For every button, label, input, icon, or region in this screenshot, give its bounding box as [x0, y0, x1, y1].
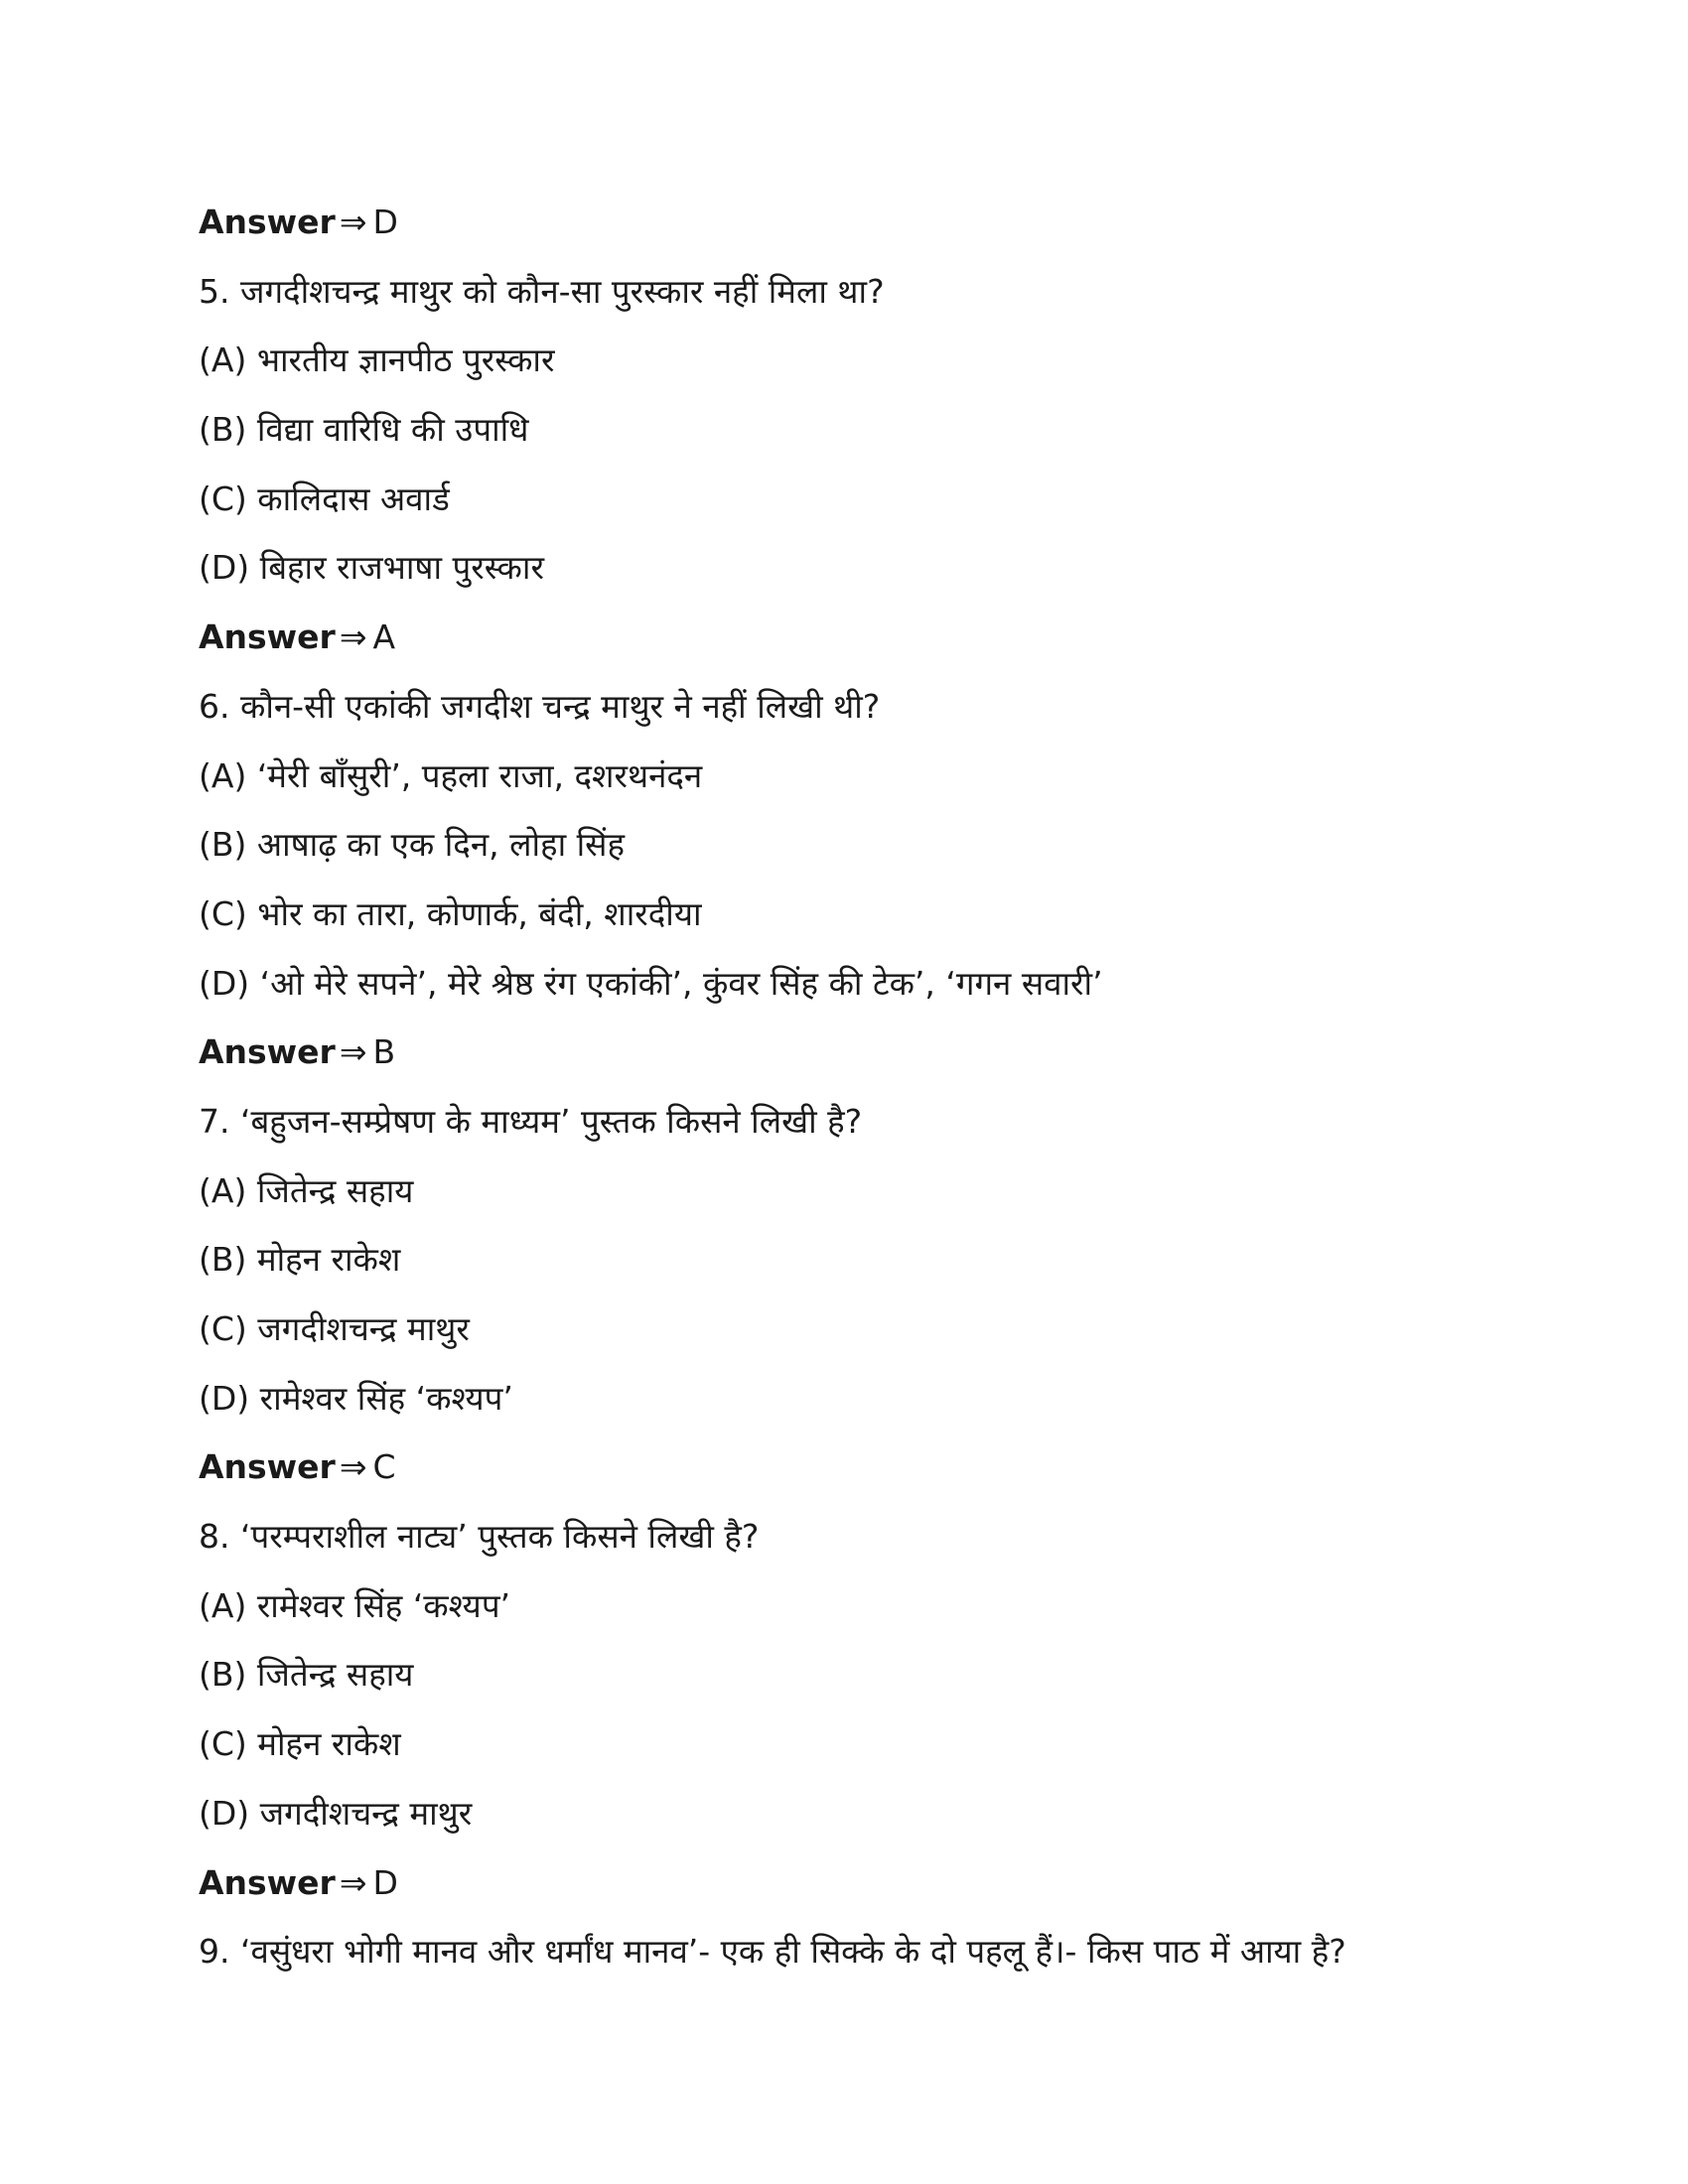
- option-b: (B) विद्या वारिधि की उपाधि: [199, 410, 529, 450]
- option-c: (C) मोहन राकेश: [199, 1724, 401, 1764]
- answer-label: Answer: [199, 1032, 336, 1072]
- option-a: (A) रामेश्वर सिंह ‘कश्यप’: [199, 1585, 511, 1625]
- option-a: (A) जितेन्द्र सहाय: [199, 1170, 414, 1210]
- answer-value: B: [372, 1032, 396, 1072]
- option-a: (A) ‘मेरी बाँसुरी’, पहला राजा, दशरथनंदन: [199, 755, 703, 795]
- answer-line: [199, 610, 1529, 679]
- question-7: 7. ‘बहुजन-सम्प्रेषण के माध्यम’ पुस्तक किसने लिखी है?: [199, 1101, 863, 1141]
- option-d: (D) ‘ओ मेरे सपने’, मेरे श्रेष्ठ रंग एकांकी’, कुंवर सिंह की टेक’, ‘गगन सवारी’: [199, 963, 1103, 1003]
- option-c: (C) कालिदास अवार्ड: [199, 478, 450, 518]
- question-5: 5. जगदीशचन्द्र माथुर को कौन-सा पुरस्कार नहीं मिला था?: [199, 271, 885, 311]
- question-8: 8. ‘परम्पराशील नाट्य’ पुस्तक किसने लिखी है?: [199, 1517, 760, 1557]
- answer-arrow: ⇒: [339, 1447, 367, 1487]
- answer-label: Answer: [199, 1447, 336, 1487]
- answer-arrow: ⇒: [339, 617, 367, 657]
- answer-arrow: ⇒: [339, 1032, 367, 1072]
- answer-value: C: [372, 1447, 396, 1487]
- answer-value: A: [372, 617, 396, 657]
- option-c: (C) जगदीशचन्द्र माथुर: [199, 1309, 470, 1348]
- option-d: (D) जगदीशचन्द्र माथुर: [199, 1793, 473, 1833]
- answer-line: [199, 1855, 1529, 1925]
- option-d: (D) रामेश्वर सिंह ‘कश्यप’: [199, 1378, 513, 1418]
- answer-label: Answer: [199, 1862, 336, 1902]
- answer-arrow: ⇒: [339, 1862, 367, 1902]
- answer-label: Answer: [199, 617, 336, 657]
- answer-line: [199, 1439, 1529, 1509]
- document-page: [199, 195, 1529, 1993]
- question-6: 6. कौन-सी एकांकी जगदीश चन्द्र माथुर ने नहीं लिखी थी?: [199, 686, 881, 726]
- option-b: (B) आषाढ़ का एक दिन, लोहा सिंह: [199, 825, 625, 865]
- option-b: (B) मोहन राकेश: [199, 1240, 401, 1280]
- answer-arrow: ⇒: [339, 203, 367, 241]
- option-a: (A) भारतीय ज्ञानपीठ पुरस्कार: [199, 341, 555, 380]
- option-c: (C) भोर का तारा, कोणार्क, बंदी, शारदीया: [199, 893, 702, 933]
- option-b: (B) जितेन्द्र सहाय: [199, 1655, 414, 1695]
- answer-value: D: [372, 203, 398, 241]
- question-9: 9. ‘वसुंधरा भोगी मानव और धर्मांध मानव’- एक ही सिक्के के दो पहलू हैं।- किस पाठ में आया है?: [199, 1932, 1346, 1972]
- answer-value: D: [372, 1862, 398, 1902]
- answer-label: Answer: [199, 203, 336, 241]
- answer-line: [199, 195, 1529, 264]
- option-d: (D) बिहार राजभाषा पुरस्कार: [199, 548, 544, 588]
- answer-line: [199, 1024, 1529, 1094]
